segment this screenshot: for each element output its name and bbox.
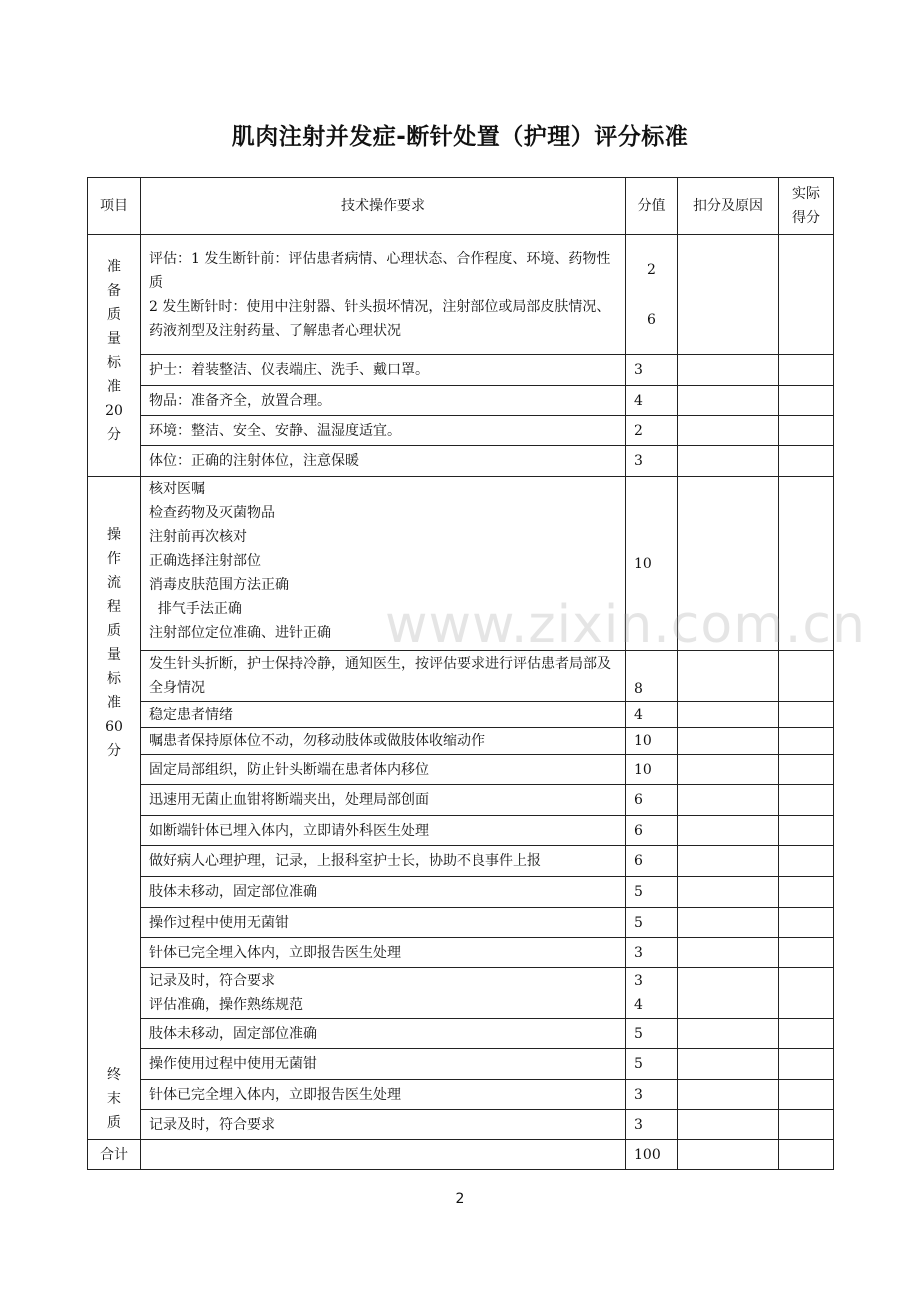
table-row	[88, 1049, 834, 1080]
requirement-cell: 做好病人心理护理，记录，上报科室护士长，协助不良事件上报	[141, 846, 626, 877]
table-row	[88, 816, 834, 846]
requirement-cell: 体位：正确的注射体位，注意保暖	[141, 446, 626, 477]
header-score: 分值	[626, 178, 678, 235]
deduction-cell	[678, 355, 779, 386]
actual-score-cell	[779, 1110, 834, 1140]
table-row	[88, 1080, 834, 1110]
deduction-cell	[678, 702, 779, 728]
table-row	[88, 235, 834, 355]
actual-score-cell	[779, 755, 834, 785]
deduction-cell	[678, 755, 779, 785]
score-cell: 3	[626, 1110, 678, 1140]
score-value: 6	[647, 311, 656, 328]
score-cell: 3	[626, 938, 678, 968]
deduction-cell	[678, 816, 779, 846]
table-row	[88, 728, 834, 755]
total-score: 100	[626, 1140, 678, 1170]
requirement-text: 核对医嘱	[149, 481, 205, 497]
score-cell	[626, 235, 678, 355]
score-cell: 6	[626, 816, 678, 846]
deduction-cell	[678, 938, 779, 968]
deduction-cell	[678, 446, 779, 477]
requirement-cell: 稳定患者情绪	[141, 702, 626, 728]
actual-score-cell	[779, 446, 834, 477]
requirement-cell: 针体已完全埋入体内，立即报告医生处理	[141, 1080, 626, 1110]
table-row	[88, 785, 834, 816]
score-cell: 5	[626, 1049, 678, 1080]
category-process-label: 操作流程质量标准60分	[105, 527, 123, 759]
score-cell: 10	[626, 755, 678, 785]
deduction-cell	[678, 651, 779, 702]
table-row	[88, 968, 834, 1019]
actual-score-cell	[779, 702, 834, 728]
header-requirement: 技术操作要求	[141, 178, 626, 235]
deduction-cell	[678, 785, 779, 816]
requirement-cell: 迅速用无菌止血钳将断端夹出，处理局部创面	[141, 785, 626, 816]
total-requirement-cell	[141, 1140, 626, 1170]
actual-score-cell	[779, 386, 834, 416]
actual-score-cell	[779, 651, 834, 702]
header-row	[88, 178, 834, 235]
deduction-cell	[678, 1110, 779, 1140]
score-cell: 5	[626, 877, 678, 908]
deduction-cell	[678, 416, 779, 446]
actual-score-cell	[779, 1049, 834, 1080]
requirement-text: 2 发生断针时：使用中注射器、针头损坏情况，注射部位或局部皮肤情况、药液剂型及注射药量、了解患者心理状况	[149, 298, 611, 339]
score-value: 4	[634, 997, 643, 1013]
total-label: 合计	[88, 1140, 141, 1170]
table-row	[88, 877, 834, 908]
requirement-cell	[141, 235, 626, 355]
score-cell: 6	[626, 846, 678, 877]
deduction-cell	[678, 1140, 779, 1170]
score-cell: 10	[626, 477, 678, 651]
actual-score-cell	[779, 816, 834, 846]
deduction-cell	[678, 1019, 779, 1049]
requirement-cell: 肢体未移动，固定部位准确	[141, 877, 626, 908]
score-cell: 8	[626, 651, 678, 702]
table-row	[88, 446, 834, 477]
actual-score-cell	[779, 968, 834, 1019]
requirement-cell	[141, 968, 626, 1019]
requirement-text: 正确选择注射部位	[149, 553, 261, 569]
deduction-cell	[678, 235, 779, 355]
score-cell: 6	[626, 785, 678, 816]
category-prep	[88, 235, 141, 477]
deduction-cell	[678, 968, 779, 1019]
deduction-cell	[678, 386, 779, 416]
score-cell: 3	[626, 355, 678, 386]
actual-score-cell	[779, 235, 834, 355]
score-cell: 2	[626, 416, 678, 446]
page-number: 2	[455, 1191, 465, 1207]
requirement-cell: 发生针头折断，护士保持冷静，通知医生，按评估要求进行评估患者局部及全身情况	[141, 651, 626, 702]
category-final-label: 终末质	[107, 1067, 121, 1131]
score-cell	[626, 968, 678, 1019]
requirement-cell: 如断端针体已埋入体内，立即请外科医生处理	[141, 816, 626, 846]
requirement-text: 评估准确，操作熟练规范	[149, 997, 303, 1013]
requirement-cell: 针体已完全埋入体内，立即报告医生处理	[141, 938, 626, 968]
actual-score-cell	[779, 908, 834, 938]
table-row	[88, 938, 834, 968]
requirement-text: 记录及时，符合要求	[149, 973, 275, 989]
requirement-text: 排气手法正确	[149, 601, 242, 617]
table-row	[88, 755, 834, 785]
deduction-cell	[678, 728, 779, 755]
requirement-cell: 护士：着装整洁、仪表端庄、洗手、戴口罩。	[141, 355, 626, 386]
deduction-cell	[678, 908, 779, 938]
deduction-cell	[678, 846, 779, 877]
actual-score-cell	[779, 785, 834, 816]
header-actual	[779, 178, 834, 235]
requirement-cell: 固定局部组织，防止针头断端在患者体内移位	[141, 755, 626, 785]
requirement-cell: 环境：整洁、安全、安静、温湿度适宜。	[141, 416, 626, 446]
header-actual-line2: 得分	[792, 210, 820, 226]
requirement-cell: 记录及时，符合要求	[141, 1110, 626, 1140]
actual-score-cell	[779, 728, 834, 755]
deduction-cell	[678, 1080, 779, 1110]
requirement-cell: 操作使用过程中使用无菌钳	[141, 1049, 626, 1080]
actual-score-cell	[779, 1140, 834, 1170]
deduction-cell	[678, 1049, 779, 1080]
actual-score-cell	[779, 416, 834, 446]
requirement-cell: 操作过程中使用无菌钳	[141, 908, 626, 938]
score-cell: 4	[626, 702, 678, 728]
table-row	[88, 651, 834, 702]
table-row	[88, 702, 834, 728]
table-row	[88, 355, 834, 386]
actual-score-cell	[779, 1019, 834, 1049]
deduction-cell	[678, 877, 779, 908]
score-cell: 10	[626, 728, 678, 755]
actual-score-cell	[779, 877, 834, 908]
category-process	[88, 477, 141, 1140]
requirement-text: 评估：1 发生断针前：评估患者病情、心理状态、合作程度、环境、药物性质	[149, 250, 611, 291]
table-row	[88, 846, 834, 877]
score-value: 3	[634, 973, 643, 989]
table-row	[88, 1110, 834, 1140]
header-actual-line1: 实际	[792, 186, 820, 202]
table-row	[88, 416, 834, 446]
header-deduction: 扣分及原因	[678, 178, 779, 235]
actual-score-cell	[779, 846, 834, 877]
requirement-text: 检查药物及灭菌物品	[149, 505, 275, 521]
score-cell: 3	[626, 446, 678, 477]
actual-score-cell	[779, 355, 834, 386]
requirement-cell: 物品：准备齐全，放置合理。	[141, 386, 626, 416]
table-row	[88, 1019, 834, 1049]
page-title: 肌肉注射并发症-断针处置（护理）评分标准	[231, 124, 689, 150]
requirement-cell: 嘱患者保持原体位不动，勿移动肢体或做肢体收缩动作	[141, 728, 626, 755]
actual-score-cell	[779, 1080, 834, 1110]
table-row	[88, 908, 834, 938]
table-row	[88, 386, 834, 416]
score-cell: 3	[626, 1080, 678, 1110]
score-cell: 5	[626, 908, 678, 938]
requirement-text: 消毒皮肤范围方法正确	[149, 577, 289, 593]
requirement-cell: 肢体未移动，固定部位准确	[141, 1019, 626, 1049]
scoring-table	[87, 177, 834, 1170]
score-value: 2	[647, 261, 656, 278]
score-cell: 5	[626, 1019, 678, 1049]
watermark: www.zixin.com.cn	[385, 595, 866, 655]
score-cell: 4	[626, 386, 678, 416]
requirement-text: 注射前再次核对	[149, 529, 247, 545]
total-row	[88, 1140, 834, 1170]
category-prep-label: 准备质量标准20分	[105, 259, 123, 443]
actual-score-cell	[779, 938, 834, 968]
requirement-text: 注射部位定位准确、进针正确	[149, 625, 331, 641]
header-item: 项目	[88, 178, 141, 235]
